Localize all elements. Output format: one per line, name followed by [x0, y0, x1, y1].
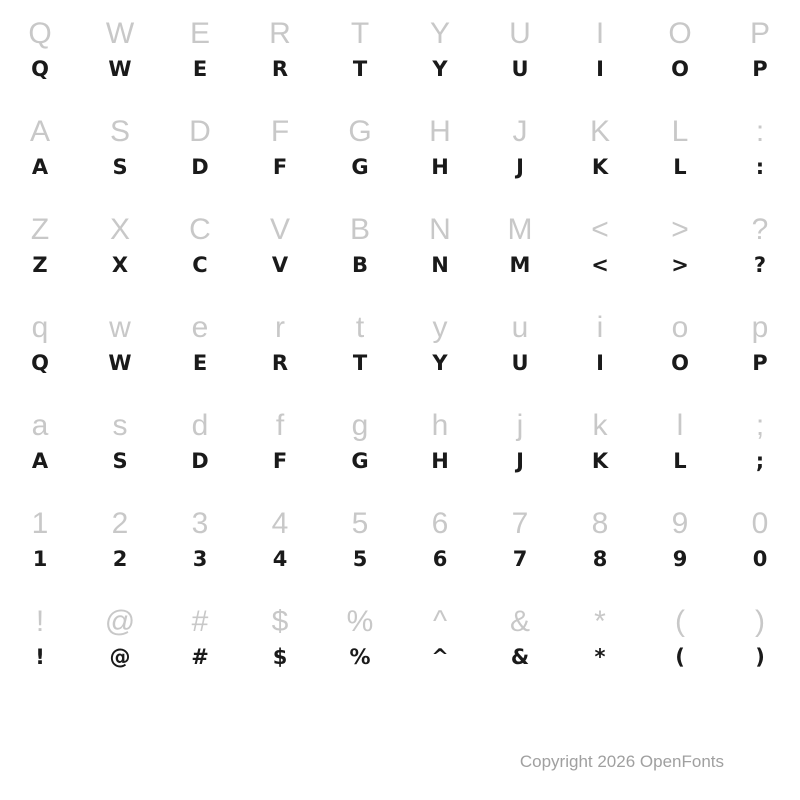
sample-glyph: F — [272, 448, 288, 473]
reference-glyph: 3 — [191, 506, 209, 540]
reference-glyph: 2 — [111, 506, 129, 540]
sample-glyph: : — [755, 154, 765, 179]
sample-glyph: U — [511, 350, 529, 375]
sample-glyph: & — [510, 644, 530, 669]
sample-glyph: Q — [31, 56, 49, 81]
sample-glyph: 4 — [272, 546, 288, 571]
sample-glyph: ; — [755, 448, 765, 473]
reference-row-upper-zxcv — [0, 212, 800, 255]
reference-glyph: 1 — [31, 506, 49, 540]
sample-row-upper-qwerty — [0, 56, 800, 81]
sample-glyph: T — [352, 56, 368, 81]
sample-glyph: Z — [32, 252, 48, 277]
reference-glyph: M — [507, 212, 533, 246]
row-block-symbols — [0, 588, 800, 686]
sample-glyph: 3 — [192, 546, 208, 571]
sample-glyph: I — [596, 56, 604, 81]
reference-glyph: $ — [271, 604, 289, 638]
reference-glyph: ( — [675, 604, 685, 638]
sample-glyph: 6 — [432, 546, 448, 571]
reference-glyph: r — [275, 310, 285, 344]
sample-glyph: > — [671, 252, 689, 277]
reference-glyph: 9 — [671, 506, 689, 540]
sample-glyph: X — [111, 252, 129, 277]
row-block-upper-qwerty — [0, 0, 800, 98]
sample-glyph: 8 — [592, 546, 608, 571]
reference-glyph: 5 — [351, 506, 369, 540]
reference-glyph: o — [671, 310, 689, 344]
sample-glyph: C — [192, 252, 208, 277]
sample-glyph: $ — [272, 644, 288, 669]
sample-glyph: % — [349, 644, 371, 669]
reference-glyph: : — [755, 114, 765, 148]
reference-row-digits — [0, 506, 800, 549]
reference-glyph: J — [512, 114, 528, 148]
reference-glyph: ? — [751, 212, 769, 246]
sample-glyph: S — [112, 448, 128, 473]
sample-glyph: ^ — [431, 644, 449, 669]
sample-glyph: K — [591, 448, 609, 473]
sample-glyph: I — [596, 350, 604, 375]
reference-glyph: Y — [429, 16, 450, 50]
reference-glyph: K — [589, 114, 610, 148]
reference-glyph: E — [189, 16, 210, 50]
reference-glyph: s — [112, 408, 128, 442]
reference-glyph: a — [31, 408, 49, 442]
reference-glyph: u — [511, 310, 529, 344]
sample-row-lower-qwerty — [0, 350, 800, 375]
sample-glyph: G — [351, 154, 369, 179]
reference-glyph: G — [348, 114, 372, 148]
sample-glyph: S — [112, 154, 128, 179]
sample-glyph: Y — [432, 350, 448, 375]
reference-glyph: Z — [30, 212, 50, 246]
reference-glyph: W — [105, 16, 135, 50]
sample-glyph: 2 — [112, 546, 128, 571]
reference-glyph: S — [109, 114, 130, 148]
sample-glyph: 5 — [352, 546, 368, 571]
reference-glyph: R — [269, 16, 291, 50]
sample-glyph: 7 — [512, 546, 528, 571]
reference-glyph: @ — [104, 604, 136, 638]
reference-glyph: p — [751, 310, 769, 344]
reference-glyph: 0 — [751, 506, 769, 540]
sample-glyph: W — [108, 56, 132, 81]
reference-glyph: 6 — [431, 506, 449, 540]
sample-glyph: O — [671, 56, 689, 81]
sample-glyph: U — [511, 56, 529, 81]
reference-glyph: k — [592, 408, 608, 442]
sample-glyph: # — [191, 644, 209, 669]
row-block-lower-qwerty — [0, 294, 800, 392]
sample-glyph: 9 — [672, 546, 688, 571]
sample-glyph: P — [752, 56, 768, 81]
sample-glyph: R — [271, 56, 289, 81]
reference-glyph: D — [189, 114, 211, 148]
reference-glyph: g — [351, 408, 369, 442]
reference-glyph: Q — [28, 16, 52, 50]
reference-glyph: i — [596, 310, 604, 344]
sample-glyph: Q — [31, 350, 49, 375]
reference-glyph: % — [346, 604, 374, 638]
sample-row-symbols — [0, 644, 800, 669]
reference-glyph: < — [591, 212, 609, 246]
reference-glyph: X — [109, 212, 130, 246]
reference-glyph: ) — [755, 604, 765, 638]
sample-glyph: Y — [432, 56, 448, 81]
reference-glyph: N — [429, 212, 451, 246]
sample-glyph: G — [351, 448, 369, 473]
reference-glyph: 4 — [271, 506, 289, 540]
sample-glyph: P — [752, 350, 768, 375]
reference-glyph: y — [432, 310, 448, 344]
reference-glyph: ^ — [432, 604, 448, 638]
row-block-upper-zxcv — [0, 196, 800, 294]
reference-glyph: I — [595, 16, 605, 50]
sample-glyph: ) — [755, 644, 765, 669]
sample-glyph: E — [192, 350, 208, 375]
sample-glyph: A — [31, 154, 49, 179]
reference-glyph: T — [350, 16, 370, 50]
sample-glyph: B — [351, 252, 368, 277]
reference-row-lower-qwerty — [0, 310, 800, 353]
reference-glyph: 8 — [591, 506, 609, 540]
sample-glyph: L — [673, 448, 687, 473]
row-block-digits — [0, 490, 800, 588]
reference-row-upper-asdf — [0, 114, 800, 157]
sample-glyph: @ — [109, 644, 131, 669]
reference-glyph: e — [191, 310, 209, 344]
sample-glyph: W — [108, 350, 132, 375]
reference-glyph: V — [269, 212, 290, 246]
reference-row-symbols — [0, 604, 800, 647]
reference-glyph: L — [671, 114, 689, 148]
reference-glyph: q — [31, 310, 49, 344]
sample-glyph: M — [509, 252, 531, 277]
reference-glyph: A — [29, 114, 50, 148]
sample-glyph: ! — [35, 644, 45, 669]
reference-glyph: F — [270, 114, 290, 148]
sample-glyph: H — [431, 154, 449, 179]
row-block-lower-asdf — [0, 392, 800, 490]
reference-glyph: U — [509, 16, 531, 50]
reference-glyph: # — [191, 604, 209, 638]
reference-row-lower-asdf — [0, 408, 800, 451]
reference-glyph: H — [429, 114, 451, 148]
sample-glyph: N — [431, 252, 449, 277]
reference-glyph: h — [431, 408, 449, 442]
reference-glyph: f — [275, 408, 285, 442]
reference-glyph: l — [676, 408, 684, 442]
sample-glyph: J — [516, 448, 524, 473]
reference-glyph: w — [109, 310, 131, 344]
sample-glyph: D — [191, 448, 209, 473]
reference-row-upper-qwerty — [0, 16, 800, 59]
sample-glyph: A — [31, 448, 49, 473]
sample-glyph: 0 — [752, 546, 768, 571]
sample-glyph: R — [271, 350, 289, 375]
reference-glyph: B — [349, 212, 370, 246]
sample-row-upper-asdf — [0, 154, 800, 179]
sample-glyph: H — [431, 448, 449, 473]
reference-glyph: 7 — [511, 506, 529, 540]
reference-glyph: > — [671, 212, 689, 246]
sample-glyph: L — [673, 154, 687, 179]
reference-glyph: j — [516, 408, 524, 442]
sample-glyph: * — [594, 644, 606, 669]
sample-glyph: T — [352, 350, 368, 375]
sample-glyph: J — [516, 154, 524, 179]
reference-glyph: ; — [755, 408, 765, 442]
sample-row-upper-zxcv — [0, 252, 800, 277]
sample-glyph: O — [671, 350, 689, 375]
reference-glyph: P — [749, 16, 770, 50]
sample-row-lower-asdf — [0, 448, 800, 473]
reference-glyph: C — [189, 212, 211, 246]
reference-glyph: t — [355, 310, 365, 344]
sample-row-digits — [0, 546, 800, 571]
sample-glyph: E — [192, 56, 208, 81]
sample-glyph: F — [272, 154, 288, 179]
copyright-notice: Copyright 2026 OpenFonts — [519, 752, 724, 771]
reference-glyph: d — [191, 408, 209, 442]
sample-glyph: 1 — [32, 546, 48, 571]
reference-glyph: O — [668, 16, 692, 50]
sample-glyph: ( — [675, 644, 685, 669]
reference-glyph: ! — [35, 604, 45, 638]
reference-glyph: & — [509, 604, 530, 638]
sample-glyph: K — [591, 154, 609, 179]
row-block-upper-asdf — [0, 98, 800, 196]
reference-glyph: * — [594, 604, 606, 638]
sample-glyph: ? — [753, 252, 767, 277]
sample-glyph: V — [271, 252, 289, 277]
sample-glyph: D — [191, 154, 209, 179]
sample-glyph: < — [591, 252, 609, 277]
